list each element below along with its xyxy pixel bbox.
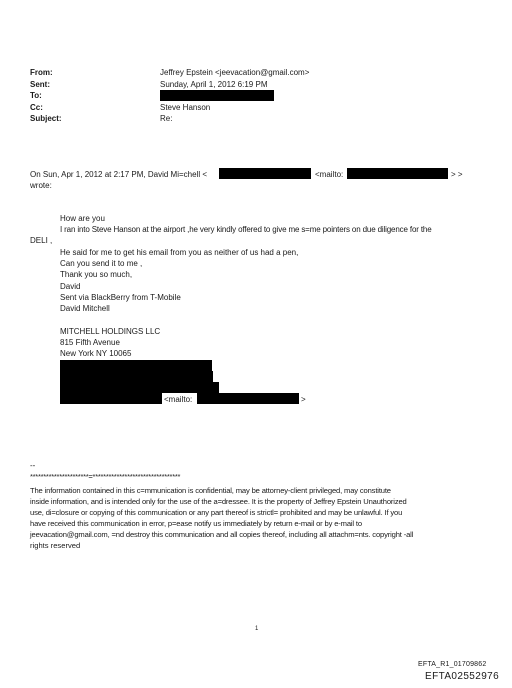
- quote-intro: On Sun, Apr 1, 2012 at 2:17 PM, David Mi=chell <: [30, 170, 207, 179]
- signature-redaction: [60, 360, 212, 371]
- bates-number-small: EFTA_R1_01709862: [418, 661, 487, 668]
- signature-redaction: [60, 371, 213, 382]
- page-number: 1: [255, 626, 259, 632]
- quote-close: > >: [451, 170, 463, 179]
- signature-mailto: <mailto:: [164, 395, 193, 404]
- signature-mailto-close: >: [301, 395, 306, 404]
- body-line: David Mitchell: [60, 304, 110, 313]
- signature-redaction: [60, 393, 162, 404]
- signature-redaction: [60, 382, 219, 393]
- signature-address2: New York NY 10065: [60, 349, 132, 358]
- body-line: David: [60, 282, 81, 291]
- body-line: Sent via BlackBerry from T-Mobile: [60, 293, 181, 302]
- disclaimer-line: rights reserved: [30, 541, 81, 550]
- disclaimer-line: have received this communication in error, p=ease notify us immediately by return e-mail or by e-mail to: [30, 519, 362, 528]
- disclaimer-line: jeevacation@gmail.com, =nd destroy this communication and all copies thereof, including all attachm=nts. copyright -all: [30, 530, 414, 539]
- disclaimer-line: inside information, and is intended only for the use of the a=dressee. It is the property of Jeffrey Epstein Unauthorized: [30, 497, 407, 506]
- body-line: How are you: [60, 214, 105, 223]
- body-line: I ran into Steve Hanson at the airport ,he very kindly offered to give me s=me pointers on due diligence for the: [60, 225, 432, 234]
- sender-email-redaction: [219, 168, 311, 179]
- body-line: Can you send it to me ,: [60, 259, 143, 268]
- bates-number-large: EFTA02552976: [425, 671, 500, 682]
- body-line: Thank you so much,: [60, 270, 133, 279]
- separator-dashes: --: [30, 461, 36, 470]
- disclaimer-line: use, di=closure or copying of this communication or any part thereof is strictl= prohibited and may be unlawful. If you: [30, 508, 403, 517]
- from-value: Jeffrey Epstein <jeevacation@gmail.com>: [160, 68, 310, 77]
- to-redaction: [160, 90, 274, 101]
- disclaimer-line: The information contained in this c=mmunication is confidential, may be attorney-client privileged, may constitute: [30, 486, 391, 495]
- mailto-redaction: [347, 168, 448, 179]
- separator-stars: **********************=*********************************: [30, 472, 181, 481]
- quote-mailto: <mailto:: [315, 170, 344, 179]
- subject-value: Re:: [160, 114, 173, 123]
- to-label: To:: [30, 91, 42, 100]
- cc-label: Cc:: [30, 103, 43, 112]
- sent-label: Sent:: [30, 80, 50, 89]
- signature-address1: 815 Fifth Avenue: [60, 338, 120, 347]
- signature-mailto-redaction: [197, 393, 299, 404]
- quote-wrote: wrote:: [30, 181, 52, 190]
- body-line: DELI ,: [30, 236, 53, 245]
- subject-label: Subject:: [30, 114, 62, 123]
- from-label: From:: [30, 68, 53, 77]
- body-line: He said for me to get his email from you as neither of us had a pen,: [60, 248, 299, 257]
- cc-value: Steve Hanson: [160, 103, 211, 112]
- sent-value: Sunday, April 1, 2012 6:19 PM: [160, 80, 268, 89]
- signature-company: MITCHELL HOLDINGS LLC: [60, 327, 161, 336]
